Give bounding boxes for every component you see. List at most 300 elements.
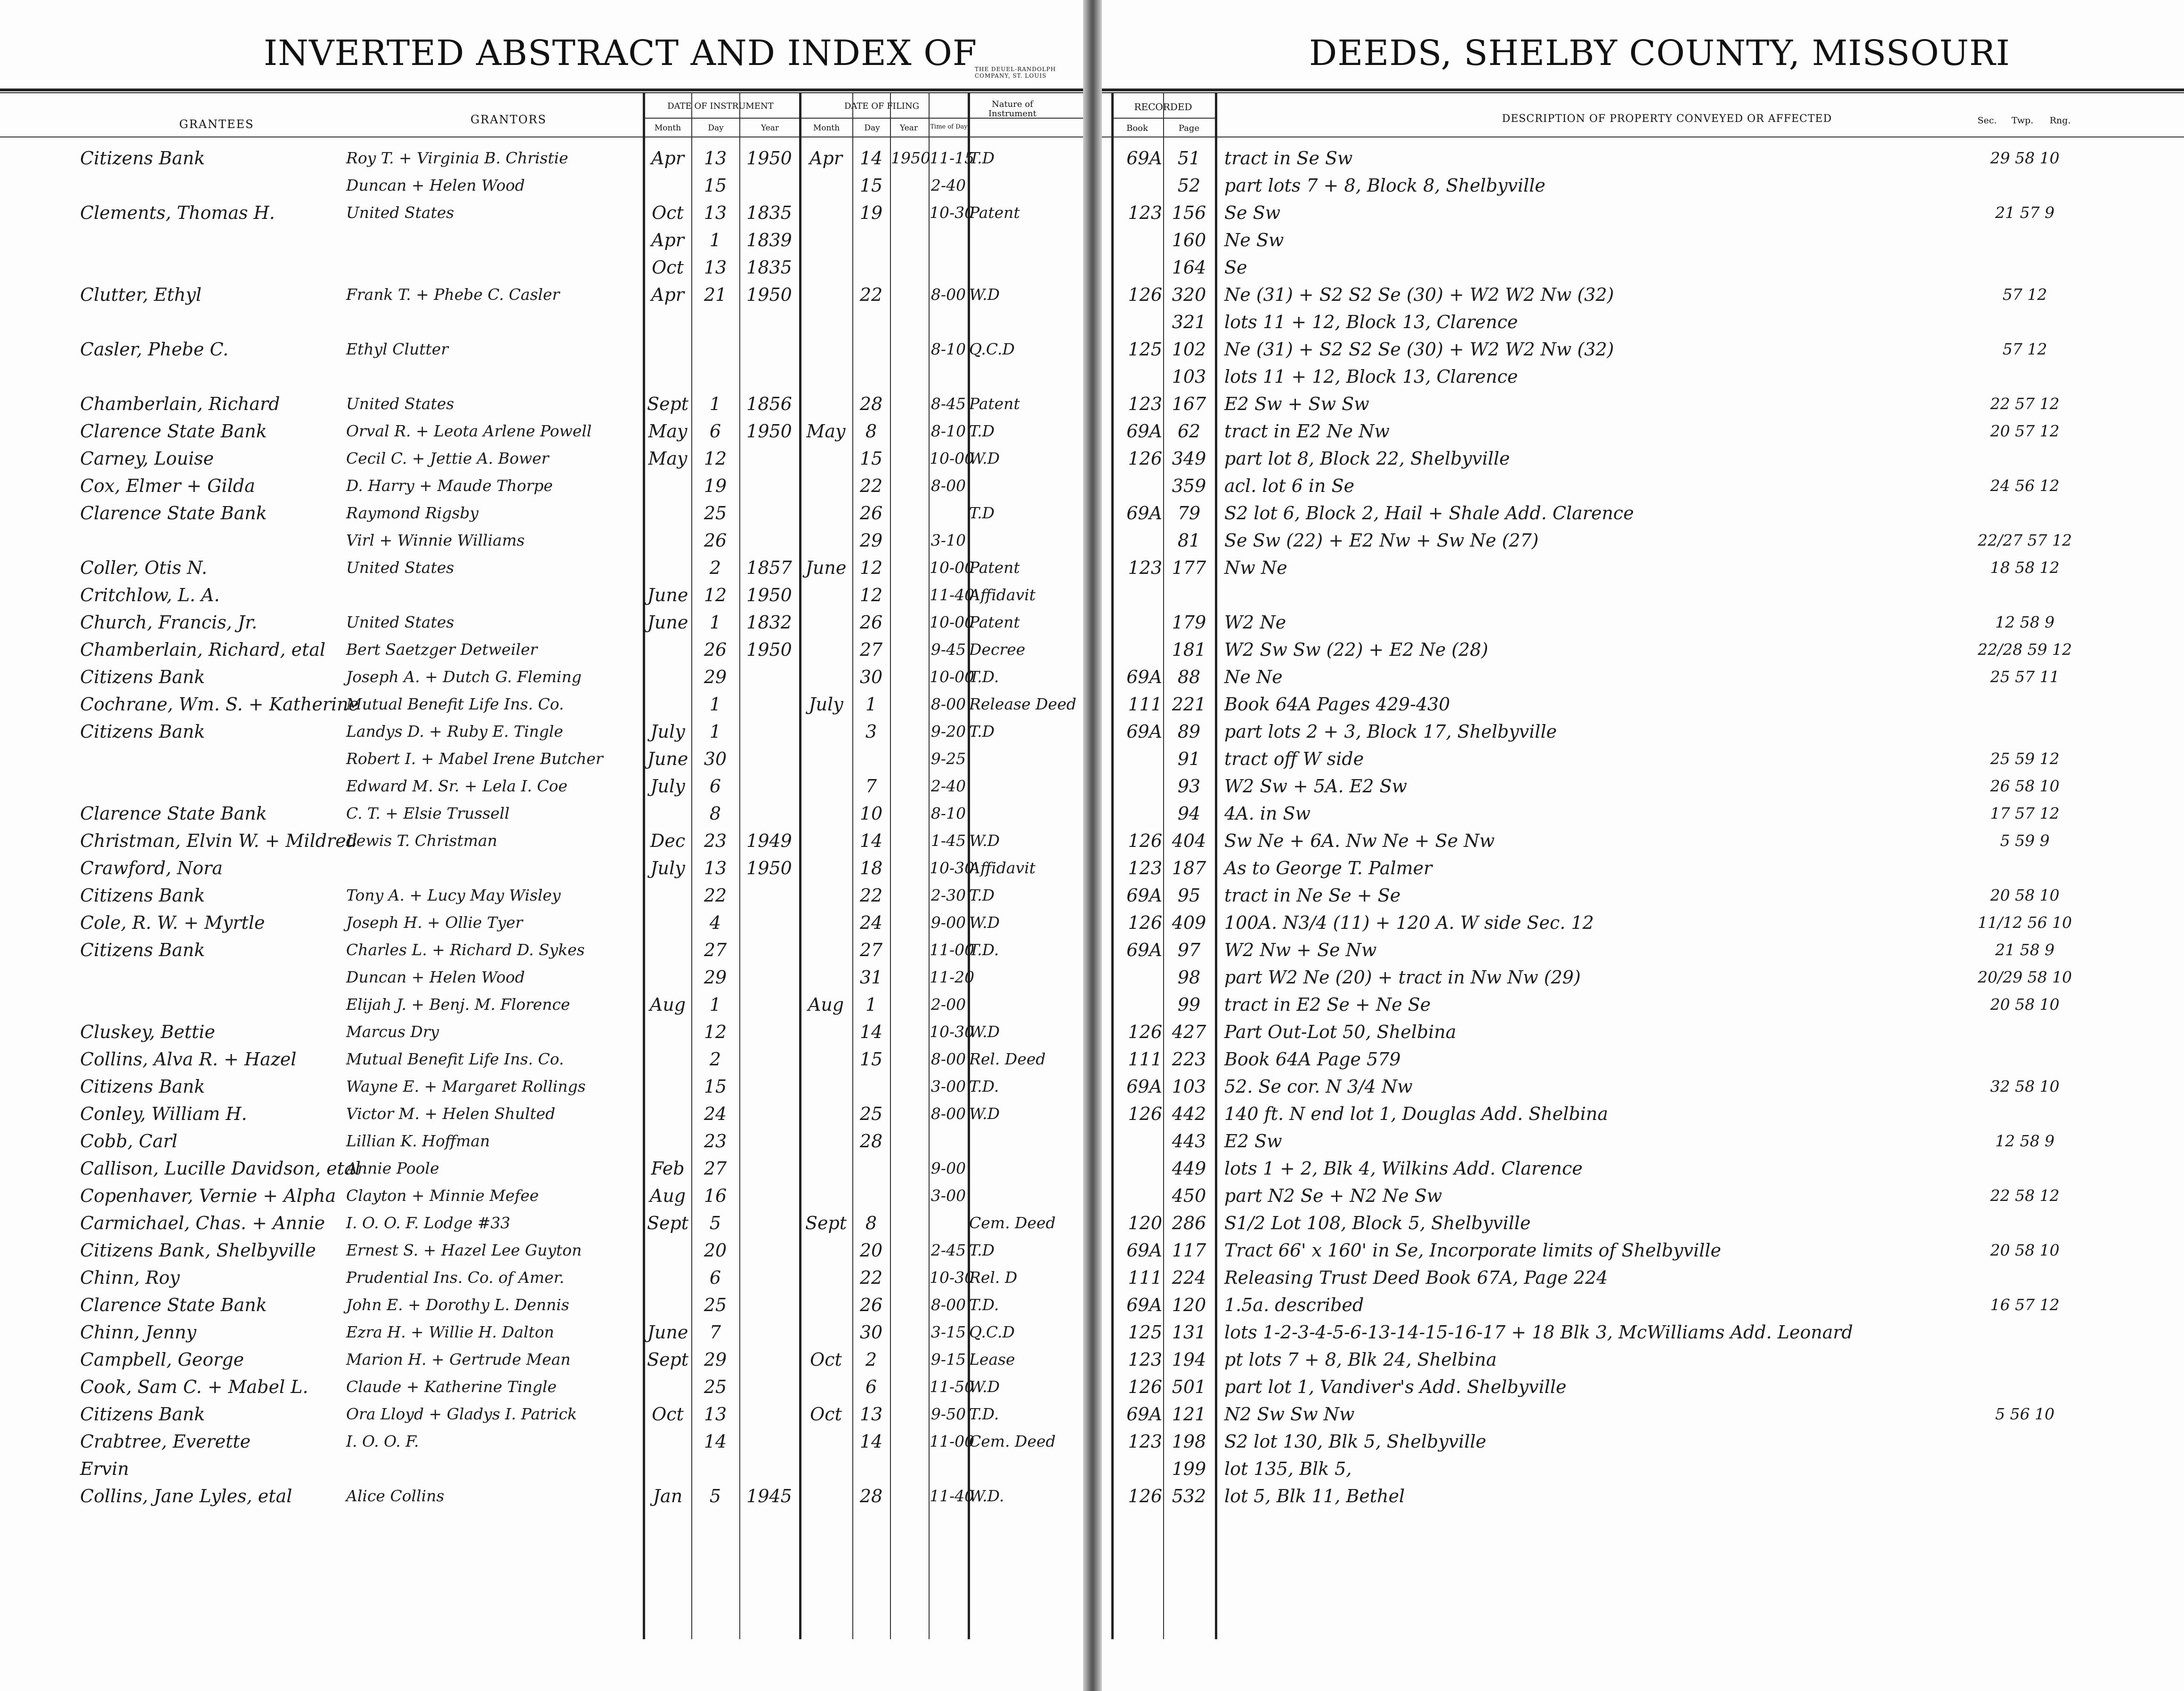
grantor-cell: Robert I. + Mabel Irene Butcher bbox=[346, 749, 603, 768]
nature-cell: Q.C.D bbox=[969, 340, 1015, 358]
time-of-day-cell: 8-00 bbox=[930, 1050, 966, 1068]
nature-cell: Q.C.D bbox=[969, 1323, 1015, 1341]
grantee-cell: Cluskey, Bettie bbox=[80, 1022, 215, 1042]
table-row bbox=[1102, 1129, 2184, 1153]
grantee-cell: Callison, Lucille Davidson, etal bbox=[80, 1158, 361, 1179]
description-cell: Releasing Trust Deed Book 67A, Page 224 bbox=[1224, 1267, 1608, 1288]
filing-month-cell bbox=[801, 1047, 851, 1071]
description-cell: lots 1 + 2, Blk 4, Wilkins Add. Clarence bbox=[1224, 1158, 1583, 1179]
filing-month-cell: July bbox=[809, 694, 843, 715]
sec-twp-rng-cell bbox=[1968, 1156, 2081, 1181]
book-cell: 126 bbox=[1128, 1486, 1162, 1506]
filing-year-cell bbox=[891, 392, 928, 416]
instrument-day-cell: 13 bbox=[704, 257, 727, 278]
nature-cell: W.D bbox=[969, 1377, 1000, 1396]
description-cell: lots 11 + 12, Block 13, Clarence bbox=[1224, 366, 1518, 387]
book-cell: 126 bbox=[1128, 830, 1162, 851]
table-row bbox=[1102, 1457, 2184, 1481]
book-cell bbox=[1112, 364, 1162, 389]
filing-day-cell: 28 bbox=[859, 1131, 883, 1151]
grantee-cell: Citizens Bank bbox=[80, 667, 205, 687]
page-cell: 98 bbox=[1177, 967, 1201, 988]
nature-cell: T.D. bbox=[969, 1296, 999, 1314]
nature-cell: W.D bbox=[969, 285, 1000, 304]
page-cell: 532 bbox=[1172, 1486, 1206, 1506]
filing-month-cell bbox=[801, 1320, 851, 1345]
table-row bbox=[0, 1402, 1083, 1426]
filing-day-cell: 15 bbox=[859, 175, 883, 196]
book-cell: 123 bbox=[1128, 202, 1162, 223]
description-cell: Nw Ne bbox=[1224, 557, 1287, 578]
grantee-cell: Christman, Elvin W. + Mildred bbox=[80, 830, 358, 851]
book-cell: 69A bbox=[1126, 503, 1162, 523]
page-cell: 181 bbox=[1172, 639, 1206, 660]
filing-month-cell bbox=[801, 310, 851, 334]
filing-day-cell bbox=[853, 747, 889, 771]
description-cell: Se Sw bbox=[1224, 202, 1281, 223]
instrument-year-cell bbox=[740, 1238, 798, 1263]
instrument-year-cell bbox=[740, 1402, 798, 1426]
time-of-day-cell: 11-20 bbox=[930, 968, 975, 986]
grantee-cell: Cochrane, Wm. S. + Katherine bbox=[80, 694, 359, 715]
table-row bbox=[1102, 992, 2184, 1017]
printer-mark: THE DEUEL-RANDOLPH COMPANY, ST. LOUIS bbox=[975, 66, 1056, 79]
book-cell bbox=[1112, 310, 1162, 334]
table-row bbox=[1102, 1184, 2184, 1208]
sec-twp-rng-cell bbox=[1968, 501, 2081, 525]
grantor-cell: Prudential Ins. Co. of Amer. bbox=[346, 1268, 565, 1287]
table-row bbox=[1102, 1375, 2184, 1399]
filing-year-cell bbox=[891, 883, 928, 908]
grantor-cell: Duncan + Helen Wood bbox=[346, 968, 525, 986]
grantor-cell: Alice Collins bbox=[346, 1487, 445, 1505]
time-of-day-cell: 2-40 bbox=[930, 777, 966, 795]
instrument-day-cell: 29 bbox=[704, 1349, 727, 1370]
grantor-cell: Orval R. + Leota Arlene Powell bbox=[346, 422, 592, 440]
filing-year-cell bbox=[891, 637, 928, 662]
instrument-month-cell: Dec bbox=[650, 830, 686, 851]
table-row bbox=[0, 337, 1083, 362]
filing-day-cell: 22 bbox=[859, 1267, 883, 1288]
table-row bbox=[1102, 856, 2184, 880]
table-row bbox=[0, 556, 1083, 580]
instrument-month-cell bbox=[645, 528, 690, 553]
instrument-month-cell: Oct bbox=[652, 202, 684, 223]
instrument-year-cell bbox=[740, 1074, 798, 1099]
grantee-cell: Casler, Phebe C. bbox=[80, 339, 229, 360]
sec-twp-rng-cell bbox=[1968, 1484, 2081, 1508]
table-row bbox=[0, 255, 1083, 280]
table-row bbox=[0, 201, 1083, 225]
filing-year-cell bbox=[891, 1293, 928, 1317]
grantor-cell: Charles L. + Richard D. Sykes bbox=[346, 941, 585, 959]
page-cell: 160 bbox=[1172, 230, 1206, 250]
time-of-day-cell: 3-10 bbox=[930, 531, 966, 549]
description-cell: Tract 66' x 160' in Se, Incorporate limits of Shelbyville bbox=[1224, 1240, 1722, 1261]
instrument-year-cell: 1950 bbox=[746, 148, 792, 169]
grantor-cell: Elijah J. + Benj. M. Florence bbox=[346, 995, 570, 1014]
header-rule bbox=[0, 89, 1083, 91]
instrument-month-cell: May bbox=[648, 448, 688, 469]
grantor-cell: Cecil C. + Jettie A. Bower bbox=[346, 449, 549, 467]
page-cell: 121 bbox=[1172, 1404, 1206, 1425]
time-of-day-cell: 10-00 bbox=[930, 613, 975, 631]
book-cell: 69A bbox=[1126, 148, 1162, 169]
sec-header: Sec. bbox=[1977, 115, 1997, 126]
grantor-cell: C. T. + Elsie Trussell bbox=[346, 804, 510, 822]
instrument-day-cell: 8 bbox=[709, 803, 721, 824]
time-of-day-cell: 9-25 bbox=[930, 749, 966, 768]
instrument-day-cell: 15 bbox=[704, 175, 727, 196]
filing-day-cell: 31 bbox=[859, 967, 883, 988]
table-row bbox=[0, 1429, 1083, 1454]
instrument-year-cell bbox=[740, 1320, 798, 1345]
grantee-cell: Crawford, Nora bbox=[80, 858, 223, 878]
table-row bbox=[0, 446, 1083, 471]
sec-twp-rng-cell: 22 58 12 bbox=[1990, 1186, 2060, 1205]
time-of-day-cell: 3-00 bbox=[930, 1077, 966, 1095]
filing-month-cell bbox=[801, 719, 851, 744]
instrument-day-cell: 1 bbox=[709, 721, 721, 742]
table-row bbox=[0, 1320, 1083, 1345]
instrument-year-cell bbox=[740, 446, 798, 471]
instrument-year-cell bbox=[740, 1184, 798, 1208]
instrument-month-cell bbox=[645, 938, 690, 962]
grantor-cell: Marion H. + Gertrude Mean bbox=[346, 1350, 571, 1369]
instrument-year-cell bbox=[740, 938, 798, 962]
nature-cell: W.D bbox=[969, 831, 1000, 850]
page-cell: 187 bbox=[1172, 858, 1206, 878]
time-of-day-cell: 8-00 bbox=[930, 1104, 966, 1123]
page-cell: 156 bbox=[1172, 202, 1206, 223]
instrument-year-cell: 1945 bbox=[746, 1486, 792, 1506]
page-cell: 194 bbox=[1172, 1349, 1206, 1370]
book-cell: 69A bbox=[1126, 885, 1162, 906]
sec-twp-rng-cell bbox=[1968, 228, 2081, 252]
book-cell: 69A bbox=[1126, 421, 1162, 442]
page-cell: 93 bbox=[1177, 776, 1201, 797]
table-row bbox=[1102, 610, 2184, 635]
instrument-year-cell: 1950 bbox=[746, 639, 792, 660]
table-row bbox=[0, 392, 1083, 416]
instrument-day-cell: 7 bbox=[709, 1322, 721, 1343]
filing-month-cell bbox=[801, 228, 851, 252]
instrument-day-cell: 25 bbox=[704, 1295, 727, 1315]
page-cell bbox=[1164, 583, 1214, 607]
filing-month-cell: Oct bbox=[810, 1349, 842, 1370]
sec-twp-rng-cell bbox=[1968, 1265, 2081, 1290]
page-cell: 450 bbox=[1172, 1185, 1206, 1206]
book-cell bbox=[1112, 747, 1162, 771]
header-rule-thin bbox=[1102, 92, 2184, 93]
table-row bbox=[0, 501, 1083, 525]
book-cell bbox=[1112, 801, 1162, 826]
filing-day-cell: 24 bbox=[859, 912, 883, 933]
instrument-day-cell: 6 bbox=[709, 776, 721, 797]
nature-cell: Release Deed bbox=[969, 695, 1076, 713]
table-row bbox=[0, 1074, 1083, 1099]
nature-cell: Patent bbox=[969, 613, 1020, 631]
filing-month-cell bbox=[801, 1184, 851, 1208]
instrument-year-cell: 1950 bbox=[746, 421, 792, 442]
instrument-year-cell bbox=[740, 1211, 798, 1235]
nature-cell bbox=[969, 965, 1082, 990]
filing-month-cell bbox=[801, 528, 851, 553]
grantor-cell: United States bbox=[346, 558, 454, 577]
instrument-month-cell bbox=[645, 1293, 690, 1317]
table-row bbox=[1102, 392, 2184, 416]
instrument-day-cell: 22 bbox=[704, 885, 727, 906]
instrument-year-cell bbox=[740, 1020, 798, 1044]
filing-day-cell: 18 bbox=[859, 858, 883, 878]
filing-month-cell bbox=[801, 1102, 851, 1126]
table-row bbox=[0, 1211, 1083, 1235]
sec-twp-rng-cell bbox=[1968, 1320, 2081, 1345]
filing-month-cell bbox=[801, 1074, 851, 1099]
date-of-filing-header: DATE OF FILING bbox=[844, 101, 920, 111]
grantee-cell: Crabtree, Everette bbox=[80, 1431, 251, 1452]
table-row bbox=[1102, 965, 2184, 990]
sec-twp-rng-cell: 57 12 bbox=[2002, 340, 2047, 358]
nature-cell: W.D bbox=[969, 1104, 1000, 1123]
instrument-year-cell: 1949 bbox=[746, 830, 792, 851]
grantor-cell: Ezra H. + Willie H. Dalton bbox=[346, 1323, 554, 1341]
grantor-cell: Annie Poole bbox=[346, 1159, 439, 1177]
twp-header: Twp. bbox=[2011, 115, 2034, 126]
page-cell: 443 bbox=[1172, 1131, 1206, 1151]
book-cell: 120 bbox=[1128, 1213, 1162, 1233]
instrument-year-cell bbox=[740, 1375, 798, 1399]
time-of-day-cell: 8-45 bbox=[930, 395, 966, 413]
time-of-day-cell: 2-00 bbox=[930, 995, 966, 1014]
nature-cell: T.D bbox=[969, 504, 995, 522]
book-cell: 126 bbox=[1128, 1103, 1162, 1124]
instrument-month-cell: Oct bbox=[652, 1404, 684, 1425]
instrument-day-cell: 26 bbox=[704, 530, 727, 551]
table-row bbox=[0, 1184, 1083, 1208]
description-cell: tract in E2 Ne Nw bbox=[1224, 421, 1390, 442]
filing-year-cell bbox=[891, 501, 928, 525]
description-cell: lots 1-2-3-4-5-6-13-14-15-16-17 + 18 Blk 3, McWilliams Add. Leonard bbox=[1224, 1322, 1853, 1343]
time-of-day-cell: 10-30 bbox=[930, 1023, 975, 1041]
nature-cell: Cem. Deed bbox=[969, 1432, 1056, 1450]
filing-year-cell bbox=[891, 419, 928, 443]
book-cell: 123 bbox=[1128, 1431, 1162, 1452]
filing-month-cell: Sept bbox=[805, 1213, 847, 1233]
instrument-month-cell: Aug bbox=[649, 994, 686, 1015]
rng-header: Rng. bbox=[2049, 115, 2071, 126]
time-of-day-cell: 1-45 bbox=[930, 831, 966, 850]
book-cell bbox=[1112, 992, 1162, 1017]
instrument-day-cell: 13 bbox=[704, 1404, 727, 1425]
instrument-day-cell: 27 bbox=[704, 940, 727, 960]
filing-year-cell bbox=[891, 201, 928, 225]
filing-year-cell bbox=[891, 1347, 928, 1372]
instrument-month-cell bbox=[645, 310, 690, 334]
time-of-day-cell: 11-15 bbox=[930, 149, 975, 167]
filing-day-cell bbox=[853, 1184, 889, 1208]
instrument-month-cell bbox=[645, 1238, 690, 1263]
grantor-cell: Mutual Benefit Life Ins. Co. bbox=[346, 695, 564, 713]
grantee-cell: Clements, Thomas H. bbox=[80, 202, 275, 223]
instrument-year-cell bbox=[740, 1429, 798, 1454]
grantee-cell: Citizens Bank bbox=[80, 1076, 205, 1097]
description-cell: W2 Sw + 5A. E2 Sw bbox=[1224, 776, 1407, 797]
grantor-cell: United States bbox=[346, 395, 454, 413]
description-cell: lots 11 + 12, Block 13, Clarence bbox=[1224, 312, 1518, 332]
instrument-month-cell bbox=[645, 364, 690, 389]
table-row bbox=[0, 610, 1083, 635]
book-cell bbox=[1112, 528, 1162, 553]
filing-year-cell bbox=[891, 1211, 928, 1235]
page-cell: 97 bbox=[1177, 940, 1201, 960]
grantee-cell: Chamberlain, Richard, etal bbox=[80, 639, 326, 660]
instrument-year-cell bbox=[740, 965, 798, 990]
description-cell: W2 Nw + Se Nw bbox=[1224, 940, 1377, 960]
instrument-month-cell: June bbox=[647, 612, 688, 633]
page-cell: 409 bbox=[1172, 912, 1206, 933]
filing-day-cell: 6 bbox=[865, 1377, 877, 1397]
table-row bbox=[0, 146, 1083, 170]
description-cell: E2 Sw + Sw Sw bbox=[1224, 394, 1369, 414]
grantee-cell bbox=[80, 965, 344, 990]
grantee-cell: Clutter, Ethyl bbox=[80, 284, 202, 305]
filing-day-cell bbox=[853, 1074, 889, 1099]
description-cell: 100A. N3/4 (11) + 120 A. W side Sec. 12 bbox=[1224, 912, 1594, 933]
grantor-cell: I. O. O. F. Lodge #33 bbox=[346, 1214, 510, 1232]
nature-cell: T.D bbox=[969, 722, 995, 741]
sec-twp-rng-cell bbox=[1968, 364, 2081, 389]
page-cell: 286 bbox=[1172, 1213, 1206, 1233]
grantee-cell: Carney, Louise bbox=[80, 448, 214, 469]
nature-cell: T.D bbox=[969, 886, 995, 904]
time-of-day-cell bbox=[930, 255, 967, 280]
page-cell: 179 bbox=[1172, 612, 1206, 633]
time-of-day-cell: 8-00 bbox=[930, 476, 966, 495]
sec-twp-rng-cell: 25 57 11 bbox=[1990, 668, 2060, 686]
grantee-cell: Clarence State Bank bbox=[80, 803, 267, 824]
instr-day-header: Day bbox=[708, 123, 724, 133]
instrument-day-cell: 25 bbox=[704, 503, 727, 523]
instrument-day-cell bbox=[692, 1457, 738, 1481]
book-cell bbox=[1112, 774, 1162, 798]
nature-cell bbox=[969, 173, 1082, 198]
sec-twp-rng-cell bbox=[1968, 583, 2081, 607]
filing-year-cell: 1950 bbox=[891, 149, 930, 167]
subheader-rule bbox=[643, 118, 1085, 119]
sec-twp-rng-cell bbox=[1968, 719, 2081, 744]
page-cell: 131 bbox=[1172, 1322, 1206, 1343]
instrument-month-cell: Sept bbox=[647, 1213, 689, 1233]
instrument-month-cell bbox=[645, 1265, 690, 1290]
table-row bbox=[0, 1457, 1083, 1481]
filing-day-cell: 1 bbox=[865, 694, 877, 715]
instrument-month-cell bbox=[645, 1429, 690, 1454]
filing-month-cell bbox=[801, 637, 851, 662]
page-cell: 427 bbox=[1172, 1022, 1206, 1042]
header-rule-thin bbox=[0, 92, 1083, 93]
grantor-cell: Ernest S. + Hazel Lee Guyton bbox=[346, 1241, 582, 1259]
instrument-month-cell bbox=[645, 474, 690, 498]
grantee-cell: Coller, Otis N. bbox=[80, 557, 207, 578]
instrument-month-cell bbox=[645, 556, 690, 580]
filing-month-cell bbox=[801, 965, 851, 990]
page-cell: 89 bbox=[1177, 721, 1201, 742]
sec-twp-rng-cell: 20 57 12 bbox=[1990, 422, 2060, 440]
filing-day-cell: 19 bbox=[859, 202, 883, 223]
book-cell: 69A bbox=[1126, 667, 1162, 687]
filing-year-cell bbox=[891, 665, 928, 689]
grantee-cell bbox=[80, 255, 344, 280]
left-page-title: INVERTED ABSTRACT AND INDEX OF bbox=[264, 33, 978, 73]
table-row bbox=[1102, 201, 2184, 225]
right-page bbox=[1102, 0, 2184, 1691]
instrument-month-cell: Apr bbox=[651, 148, 684, 169]
book-cell: 69A bbox=[1126, 1240, 1162, 1261]
instrument-year-cell bbox=[740, 1102, 798, 1126]
instrument-month-cell bbox=[645, 1074, 690, 1099]
instrument-year-cell bbox=[740, 1129, 798, 1153]
table-row bbox=[0, 419, 1083, 443]
instr-year-header: Year bbox=[760, 123, 779, 133]
book-cell: 126 bbox=[1128, 1377, 1162, 1397]
filing-day-cell: 26 bbox=[859, 503, 883, 523]
grantee-cell: Citizens Bank bbox=[80, 885, 205, 906]
instrument-month-cell: July bbox=[650, 776, 685, 797]
book-cell: 69A bbox=[1126, 1404, 1162, 1425]
instrument-day-cell: 5 bbox=[709, 1213, 721, 1233]
instrument-day-cell bbox=[692, 337, 738, 362]
filing-year-cell bbox=[891, 910, 928, 935]
instrument-day-cell: 2 bbox=[709, 1049, 721, 1070]
description-cell: tract in E2 Se + Ne Se bbox=[1224, 994, 1431, 1015]
page-cell: 79 bbox=[1177, 503, 1201, 523]
description-cell: Ne (31) + S2 S2 Se (30) + W2 W2 Nw (32) bbox=[1224, 339, 1614, 360]
table-row bbox=[0, 528, 1083, 553]
filing-year-cell bbox=[891, 528, 928, 553]
book-cell: 123 bbox=[1128, 1349, 1162, 1370]
time-of-day-cell: 10-00 bbox=[930, 449, 975, 467]
table-row bbox=[1102, 255, 2184, 280]
filing-day-cell bbox=[853, 228, 889, 252]
table-row bbox=[1102, 637, 2184, 662]
sec-twp-rng-cell bbox=[1968, 1102, 2081, 1126]
filing-month-cell bbox=[801, 665, 851, 689]
instrument-year-cell bbox=[740, 1457, 798, 1481]
grantee-cell: Chinn, Roy bbox=[80, 1267, 180, 1288]
sec-twp-rng-cell: 29 58 10 bbox=[1990, 149, 2060, 167]
instrument-year-cell: 1839 bbox=[746, 230, 792, 250]
page-cell: 62 bbox=[1177, 421, 1201, 442]
nature-cell bbox=[969, 992, 1082, 1017]
page-cell: 221 bbox=[1172, 694, 1206, 715]
description-cell: N2 Sw Sw Nw bbox=[1224, 1404, 1355, 1425]
time-of-day-cell bbox=[930, 1129, 967, 1153]
filing-day-cell bbox=[853, 1156, 889, 1181]
table-row bbox=[0, 1047, 1083, 1071]
instrument-year-cell bbox=[740, 1293, 798, 1317]
time-of-day-cell: 11-00 bbox=[930, 1432, 975, 1450]
table-row bbox=[1102, 419, 2184, 443]
grantor-cell: Tony A. + Lucy May Wisley bbox=[346, 886, 561, 904]
instrument-month-cell bbox=[645, 965, 690, 990]
grantor-cell: Wayne E. + Margaret Rollings bbox=[346, 1077, 586, 1095]
table-row bbox=[0, 1375, 1083, 1399]
table-row bbox=[1102, 665, 2184, 689]
instrument-year-cell bbox=[740, 474, 798, 498]
page-cell: 442 bbox=[1172, 1103, 1206, 1124]
instrument-month-cell bbox=[645, 501, 690, 525]
